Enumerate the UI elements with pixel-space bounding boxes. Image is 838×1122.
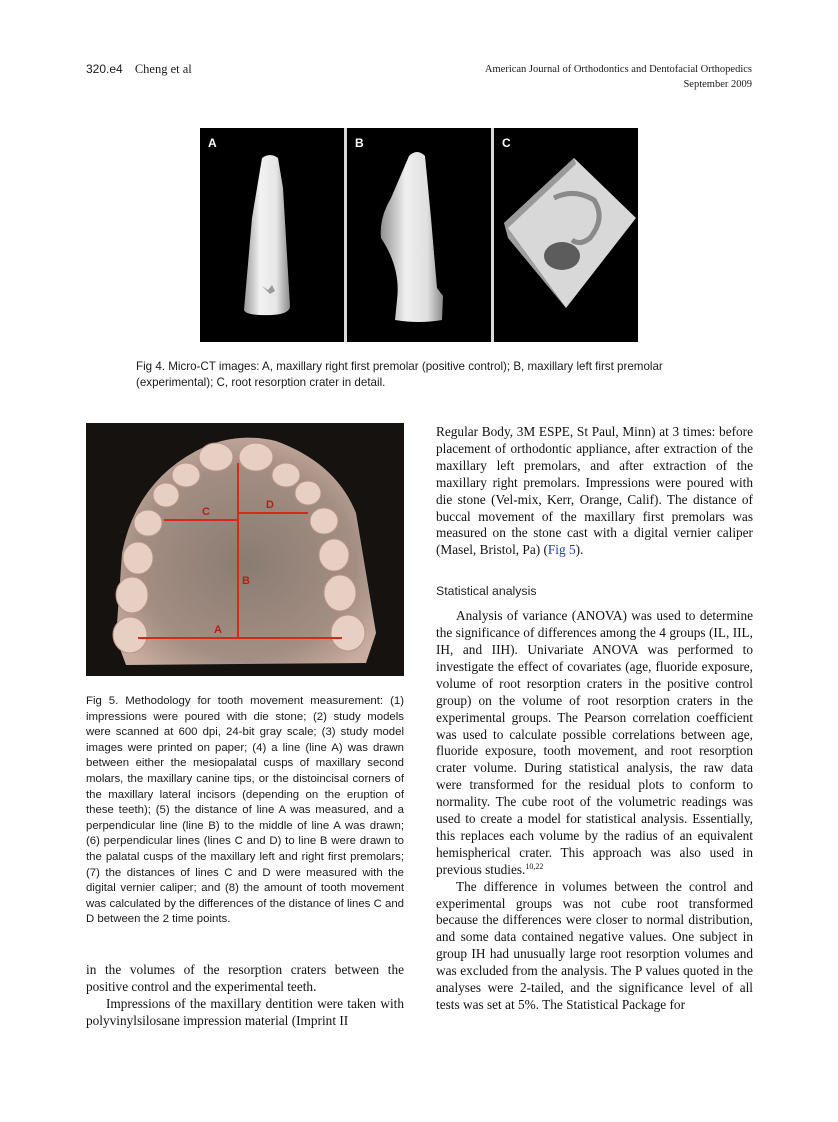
- paragraph: The difference in volumes between the control and experimental groups was not cube root transformed because the differences were closer to normal distribution, and some data contained negative values. One subject in group IH had unusually large root resorption volumes and was excluded from the analysis. The P values quoted in the analyses were 2-tailed, and the significance level of all tests was set at 5%. The Statistical Package for: [436, 878, 753, 1012]
- paragraph: Impressions of the maxillary dentition were taken with polyvinylsilosane impression material (Imprint II: [86, 995, 404, 1028]
- figure-4-caption: Fig 4. Micro-CT images: A, maxillary right first premolar (positive control); B, maxillary left first premolar (experimental); C, root resorption crater in detail.: [136, 360, 663, 389]
- paragraph: [436, 608, 753, 879]
- panel-label: A: [208, 136, 217, 150]
- journal-title: American Journal of Orthodontics and Dentofacial Orthopedics: [484, 64, 752, 75]
- panel-label: C: [502, 136, 511, 150]
- tooth-root-image: [200, 128, 344, 342]
- figure-5-link[interactable]: Fig 5: [547, 542, 576, 558]
- citation-refs[interactable]: 10,22: [525, 861, 544, 871]
- page-number: 320.e4: [86, 62, 123, 76]
- tooth-root-image: [347, 128, 491, 342]
- figure-4-panel-b: [347, 128, 491, 342]
- figure-5-caption: Fig 5. Methodology for tooth movement measurement: (1) impressions were poured with die stone; (2) study models were scanned at 600 dpi, 24-bit gray scale; (3) study model images were printed on paper; (4) a line (line A) was drawn between either the mesiopalatal cusps of maxillary second molars, the maxillary canine tips, or the distoincisal corners of the maxillary lateral incisors (depending on the eruption of these teeth); (5) the distance of line A was measured, and a perpendicular line (line B) to the middle of line A was drawn; (6) perpendicular lines (lines C and D) to line B were drawn to the palatal cusps of the maxillary left and right first premolars; (7) the distances of lines C and D were measured with the digital vernier caliper; and (8) the amount of tooth movement was calculated by the differences of the distance of lines C and D between the 2 time points.: [86, 695, 404, 926]
- paragraph-text: ).: [575, 542, 584, 558]
- paragraph: [436, 424, 753, 559]
- running-head: [86, 62, 752, 96]
- left-column-body: [86, 962, 404, 1030]
- panel-label: B: [355, 136, 364, 150]
- running-head-left: [86, 62, 192, 77]
- figure-5: [86, 423, 404, 676]
- paragraph: in the volumes of the resorption craters between the positive control and the experimental teeth.: [86, 962, 404, 994]
- resorption-crater-image: [494, 128, 638, 342]
- line-label-b: B: [242, 575, 250, 587]
- right-column-body: [436, 424, 753, 1014]
- running-head-right: [485, 62, 752, 92]
- line-label-d: D: [266, 499, 274, 511]
- author-short: Cheng et al: [134, 62, 192, 76]
- issue-date: September 2009: [683, 79, 752, 90]
- line-label-c: C: [202, 506, 210, 518]
- figure-4-panel-a: [200, 128, 344, 342]
- figure-4-panel-c: [494, 128, 638, 342]
- line-label-a: A: [214, 624, 222, 636]
- paragraph-text: Regular Body, 3M ESPE, St Paul, Minn) at 3 times: before placement of orthodontic appliance, after extraction of the maxillary left premolars, and after extraction of the maxillary right premolars. Impressions were poured with die stone (Vel-mix, Kerr, Orange, Calif). The distance of buccal movement of the maxillary first premolars was measured on the stone cast with a digital vernier caliper (Masel, Bristol, Pa) (: [436, 424, 753, 558]
- dental-cast-image: [86, 423, 404, 676]
- section-heading: Statistical analysis: [436, 584, 537, 599]
- paragraph-text: Analysis of variance (ANOVA) was used to determine the significance of differences among the 4 groups (IL, IIL, IH, and IIH). Univariate ANOVA was performed to investigate the effect of covariates (age, fluoride exposure, volume of root resorption craters in the positive control group) on the volume of root resorption craters in the experimental groups. The Pearson correlation coefficient was used to calculate possible correlations between age, fluoride exposure, tooth movement, and root resorption crater volume. During statistical analysis, the raw data were transformed for the residual plots to conform to normality. The cube root of the volumetric readings was used to create a model for statistical analysis. Essentially, this replaces each volume by the radius of an equivalent hemispherical crater. This approach was also used in previous studies.: [436, 608, 753, 877]
- figure-4: [200, 128, 638, 342]
